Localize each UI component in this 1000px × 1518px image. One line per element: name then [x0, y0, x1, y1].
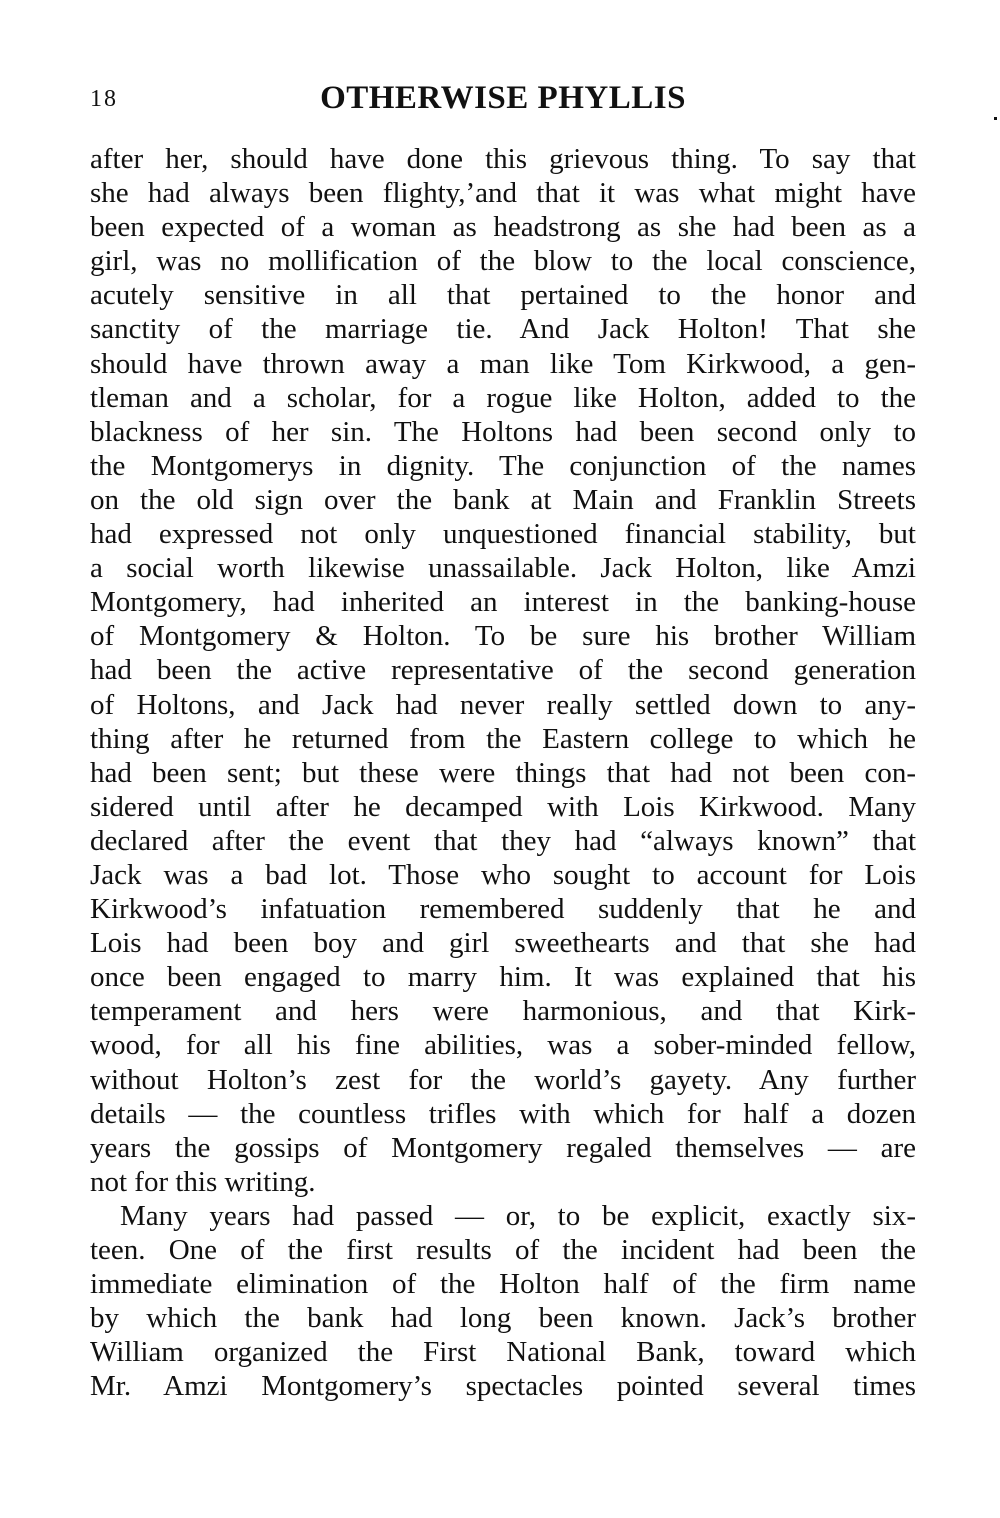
text-line: acutely sensitive in all that pertained to the honor and: [90, 279, 916, 312]
book-title: OTHERWISE PHYLLIS: [320, 80, 686, 116]
text-line: she had always been flighty,’and that it was what might have: [90, 177, 916, 210]
text-line: on the old sign over the bank at Main and Franklin Streets: [90, 483, 916, 516]
text-line: a social worth likewise unassailable. Jack Holton, like Amzi: [90, 552, 916, 585]
text-line: wood, for all his fine abilities, was a sober-minded fellow,: [90, 1029, 916, 1062]
text-line: after her, should have done this grievous thing. To say that: [90, 143, 916, 175]
text-line: details — the countless trifles with which for half a dozen: [90, 1097, 916, 1130]
text-line: blackness of her sin. The Holtons had been second only to: [90, 415, 916, 448]
text-line: been expected of a woman as headstrong as she had been as a: [90, 211, 916, 244]
text-line: declared after the event that they had “always known” that: [90, 824, 916, 857]
text-line: without Holton’s zest for the world’s gayety. Any further: [90, 1063, 916, 1096]
text-line: thing after he returned from the Eastern college to which he: [90, 722, 916, 755]
text-line: Jack was a bad lot. Those who sought to account for Lois: [90, 858, 916, 891]
text-line: of Montgomery & Holton. To be sure his brother William: [90, 620, 916, 653]
text-line: immediate elimination of the Holton half of the firm name: [90, 1268, 916, 1301]
text-line: had expressed not only unquestioned financial stability, but: [90, 518, 916, 551]
text-line: girl, was no mollification of the blow to the local conscience,: [90, 245, 916, 278]
text-line: the Montgomerys in dignity. The conjunction of the names: [90, 449, 916, 482]
text-line: Mr. Amzi Montgomery’s spectacles pointed several times: [90, 1370, 916, 1403]
paragraph-end-line: not for this writing.: [90, 1165, 316, 1198]
text-line: William organized the First National Bank, toward which: [90, 1336, 916, 1369]
text-line: of Holtons, and Jack had never really settled down to any-: [90, 688, 916, 721]
text-line: Kirkwood’s infatuation remembered suddenly that he and: [90, 893, 916, 926]
text-line: had been the active representative of the second generation: [90, 654, 916, 687]
text-line: should have thrown away a man like Tom Kirkwood, a gen-: [90, 347, 916, 380]
text-line: by which the bank had long been known. Jack’s brother: [90, 1302, 916, 1335]
margin-speck: [994, 117, 997, 120]
text-line: tleman and a scholar, for a rogue like Holton, added to the: [90, 381, 916, 414]
body-text: [90, 142, 916, 1403]
text-line: years the gossips of Montgomery regaled themselves — are: [90, 1131, 916, 1164]
text-line: sidered until after he decamped with Lois Kirkwood. Many: [90, 790, 916, 823]
text-line: sanctity of the marriage tie. And Jack Holton! That she: [90, 313, 916, 346]
text-line: temperament and hers were harmonious, and that Kirk-: [90, 995, 916, 1028]
text-line: Lois had been boy and girl sweethearts and that she had: [90, 927, 916, 960]
paragraph-start-line: Many years had passed — or, to be explicit, exactly six-: [120, 1199, 916, 1232]
running-head: [90, 80, 916, 124]
text-line: had been sent; but these were things that had not been con-: [90, 756, 916, 789]
text-line: Montgomery, had inherited an interest in the banking-house: [90, 586, 916, 619]
text-line: teen. One of the first results of the incident had been the: [90, 1234, 916, 1266]
text-line: once been engaged to marry him. It was explained that his: [90, 961, 916, 994]
page-number: 18: [90, 86, 118, 112]
